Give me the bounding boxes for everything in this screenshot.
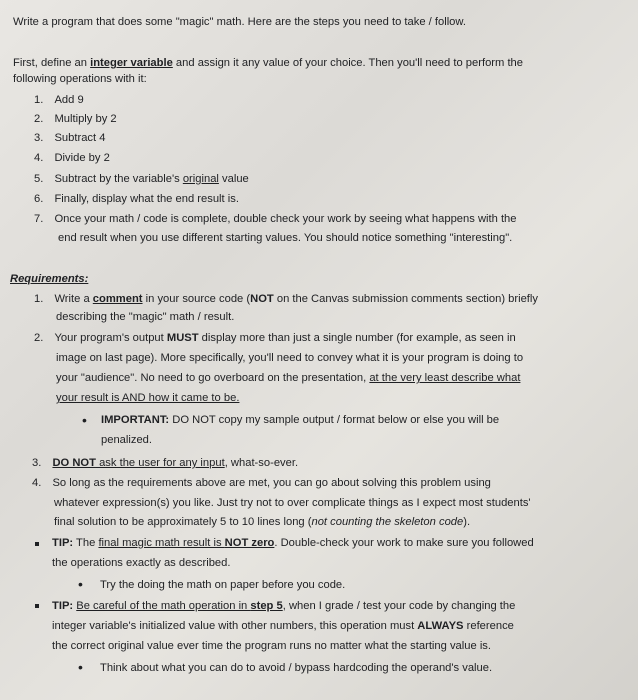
tip-1: TIP: The final magic math result is NOT zero. Double-check your work to make sure you followed bbox=[52, 537, 534, 549]
requirement-1: 1. Write a comment in your source code (NOT on the Canvas submission comments section) briefly bbox=[34, 293, 538, 305]
requirement-2: 2. Your program's output MUST display more than just a single number (for example, as seen in bbox=[34, 332, 516, 344]
tip-1-line-2: the operations exactly as described. bbox=[52, 557, 231, 569]
tip-2-subnote: Think about what you can do to avoid / bypass hardcoding the operand's value. bbox=[100, 662, 493, 674]
step-6: 6. Finally, display what the end result is. bbox=[34, 193, 239, 205]
step-7: 7. Once your math / code is complete, double check your work by seeing what happens with the bbox=[34, 213, 517, 225]
step-2: 2. Multiply by 2 bbox=[34, 113, 117, 125]
requirement-2-line-3: your "audience". No need to go overboard on the presentation, at the very least describe what bbox=[56, 372, 521, 384]
bullet-dot: • bbox=[82, 412, 87, 428]
bullet-dot: • bbox=[78, 576, 83, 592]
intro-line: Write a program that does some "magic" math. Here are the steps you need to take / follow. bbox=[13, 16, 466, 28]
requirement-3: 3. DO NOT ask the user for any input, what-so-ever. bbox=[32, 457, 299, 469]
step-4: 4. Divide by 2 bbox=[34, 152, 110, 164]
bullet-dot: • bbox=[78, 659, 83, 675]
step-5: 5. Subtract by the variable's original value bbox=[34, 173, 249, 185]
requirement-4-line-3: final solution to be approximately 5 to 10 lines long (not counting the skeleton code). bbox=[54, 516, 471, 528]
important-note: IMPORTANT: DO NOT copy my sample output / format below or else you will be bbox=[101, 414, 500, 426]
first-paragraph-line-1: First, define an integer variable and assign it any value of your choice. Then you'll need to perform the bbox=[13, 57, 524, 69]
first-paragraph-line-2: following operations with it: bbox=[13, 73, 147, 85]
tip-1-subnote: Try the doing the math on paper before you code. bbox=[100, 579, 346, 591]
step-7-line-2: end result when you use different starting values. You should notice something "interesting". bbox=[58, 232, 513, 244]
requirements-heading: Requirements: bbox=[10, 273, 89, 285]
tip-2-line-3: the correct original value ever time the program runs no matter what the starting value is. bbox=[52, 640, 492, 652]
requirement-2-line-2: image on last page). More specifically, you'll need to convey what it is your program is doing to bbox=[56, 352, 524, 364]
requirement-4-line-2: whatever expression(s) you like. Just try not to over complicate things as I expect most students' bbox=[54, 497, 531, 509]
tip-2: TIP: Be careful of the math operation in step 5, when I grade / test your code by changing the bbox=[52, 600, 516, 612]
step-3: 3. Subtract 4 bbox=[34, 132, 106, 144]
integer-variable-term: integer variable bbox=[90, 57, 173, 69]
step-1: 1. Add 9 bbox=[34, 94, 84, 106]
tip-2-line-2: integer variable's initialized value with other numbers, this operation must ALWAYS reference bbox=[52, 620, 514, 632]
requirement-1-line-2: describing the "magic" math / result. bbox=[56, 311, 235, 323]
requirement-2-line-4: your result is AND how it came to be. bbox=[56, 392, 240, 404]
square-bullet bbox=[35, 542, 39, 546]
square-bullet bbox=[35, 604, 39, 608]
requirement-4: 4. So long as the requirements above are met, you can go about solving this problem using bbox=[32, 477, 491, 489]
important-note-line-2: penalized. bbox=[101, 434, 153, 446]
